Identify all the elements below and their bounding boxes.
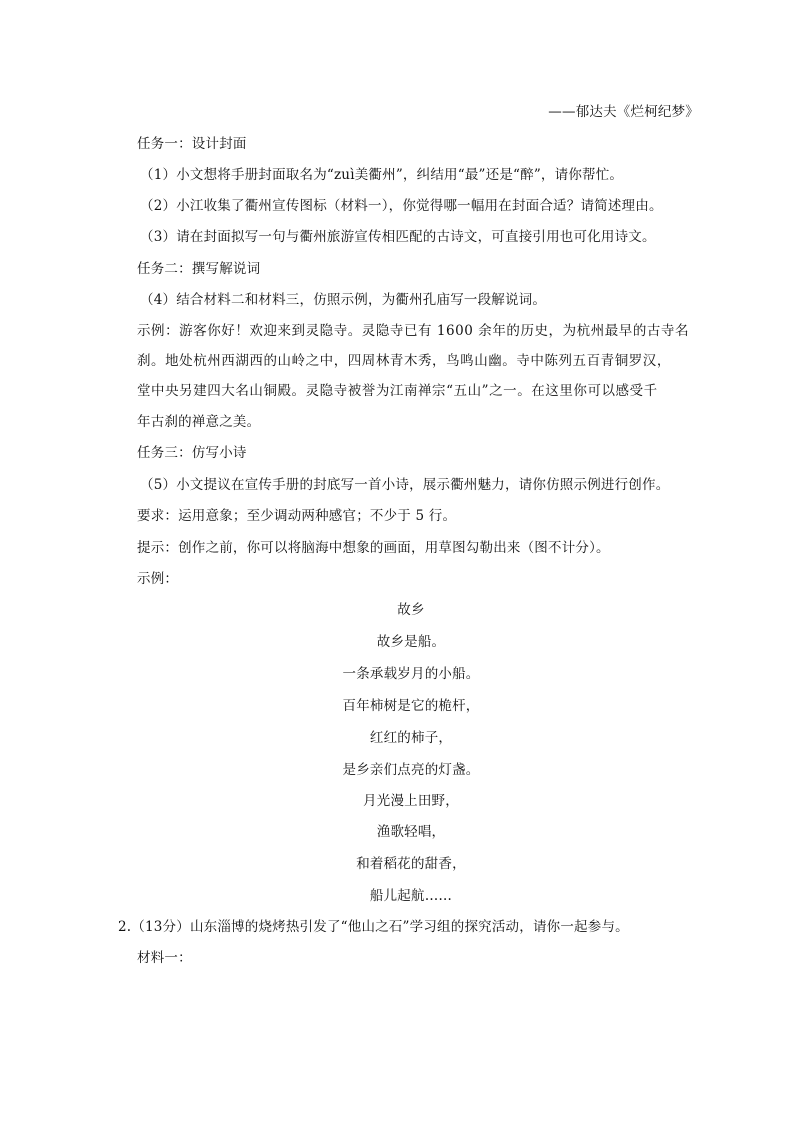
- question-1: （1）小文想将手册封面取名为“zuì美衢州”，纠结用“最”还是“醉”，请你帮忙。: [140, 167, 624, 183]
- poem-line: 和着稻花的甜香，: [356, 856, 466, 872]
- question-4: （4）结合材料二和材料三，仿照示例，为衢州孔庙写一段解说词。: [140, 292, 547, 308]
- example-line-2: 刹。地处杭州西湖西的山岭之中，四周林青木秀，鸟鸣山幽。寺中陈列五百青铜罗汉，: [137, 353, 671, 369]
- task3-heading: 任务三：仿写小诗: [137, 445, 247, 461]
- material-1-label: 材料一：: [137, 950, 192, 966]
- task1-heading: 任务一：设计封面: [137, 136, 247, 152]
- requirement-text: 要求：运用意象；至少调动两种感官；不少于 5 行。: [137, 508, 457, 524]
- example-line-4: 年古刹的禅意之美。: [137, 414, 261, 430]
- question-2: （2）小江收集了衢州宣传图标（材料一），你觉得哪一幅用在封面合适？请简述理由。: [140, 198, 663, 214]
- poem-line: 百年柿树是它的桅杆，: [342, 698, 480, 714]
- poem-line: 是乡亲们点亮的灯盏。: [342, 762, 480, 778]
- source-attribution: ——郁达夫《烂柯纪梦》: [548, 104, 699, 120]
- question-2-stem: 2.（13分）山东淄博的烧烤热引发了“他山之石”学习组的探究活动，请你一起参与。: [118, 919, 629, 935]
- poem-line: 船儿起航……: [369, 888, 453, 904]
- question-3: （3）请在封面拟写一句与衢州旅游宣传相匹配的古诗文，可直接引用也可化用诗文。: [140, 229, 656, 245]
- example-label: 示例：: [137, 571, 179, 587]
- poem-title: 故乡: [397, 602, 425, 618]
- example-line-3: 堂中央另建四大名山铜殿。灵隐寺被誉为江南禅宗“五山”之一。在这里你可以感受千: [137, 383, 658, 399]
- question-5: （5）小文提议在宣传手册的封底写一首小诗，展示衢州魅力，请你仿照示例进行创作。: [140, 477, 670, 493]
- poem-line: 红红的柿子，: [369, 730, 453, 746]
- hint-text: 提示：创作之前，你可以将脑海中想象的画面，用草图勾勒出来（图不计分）。: [137, 540, 610, 556]
- task2-heading: 任务二：撰写解说词: [137, 261, 261, 277]
- poem-line: 月光漫上田野，: [363, 793, 459, 809]
- example-line-1: 示例：游客你好！欢迎来到灵隐寺。灵隐寺已有 1600 余年的历史，为杭州最早的古寺名: [137, 323, 690, 339]
- poem-line: 一条承载岁月的小船。: [342, 666, 480, 682]
- poem-line: 故乡是船。: [376, 634, 446, 650]
- poem-line: 渔歌轻唱，: [376, 824, 446, 840]
